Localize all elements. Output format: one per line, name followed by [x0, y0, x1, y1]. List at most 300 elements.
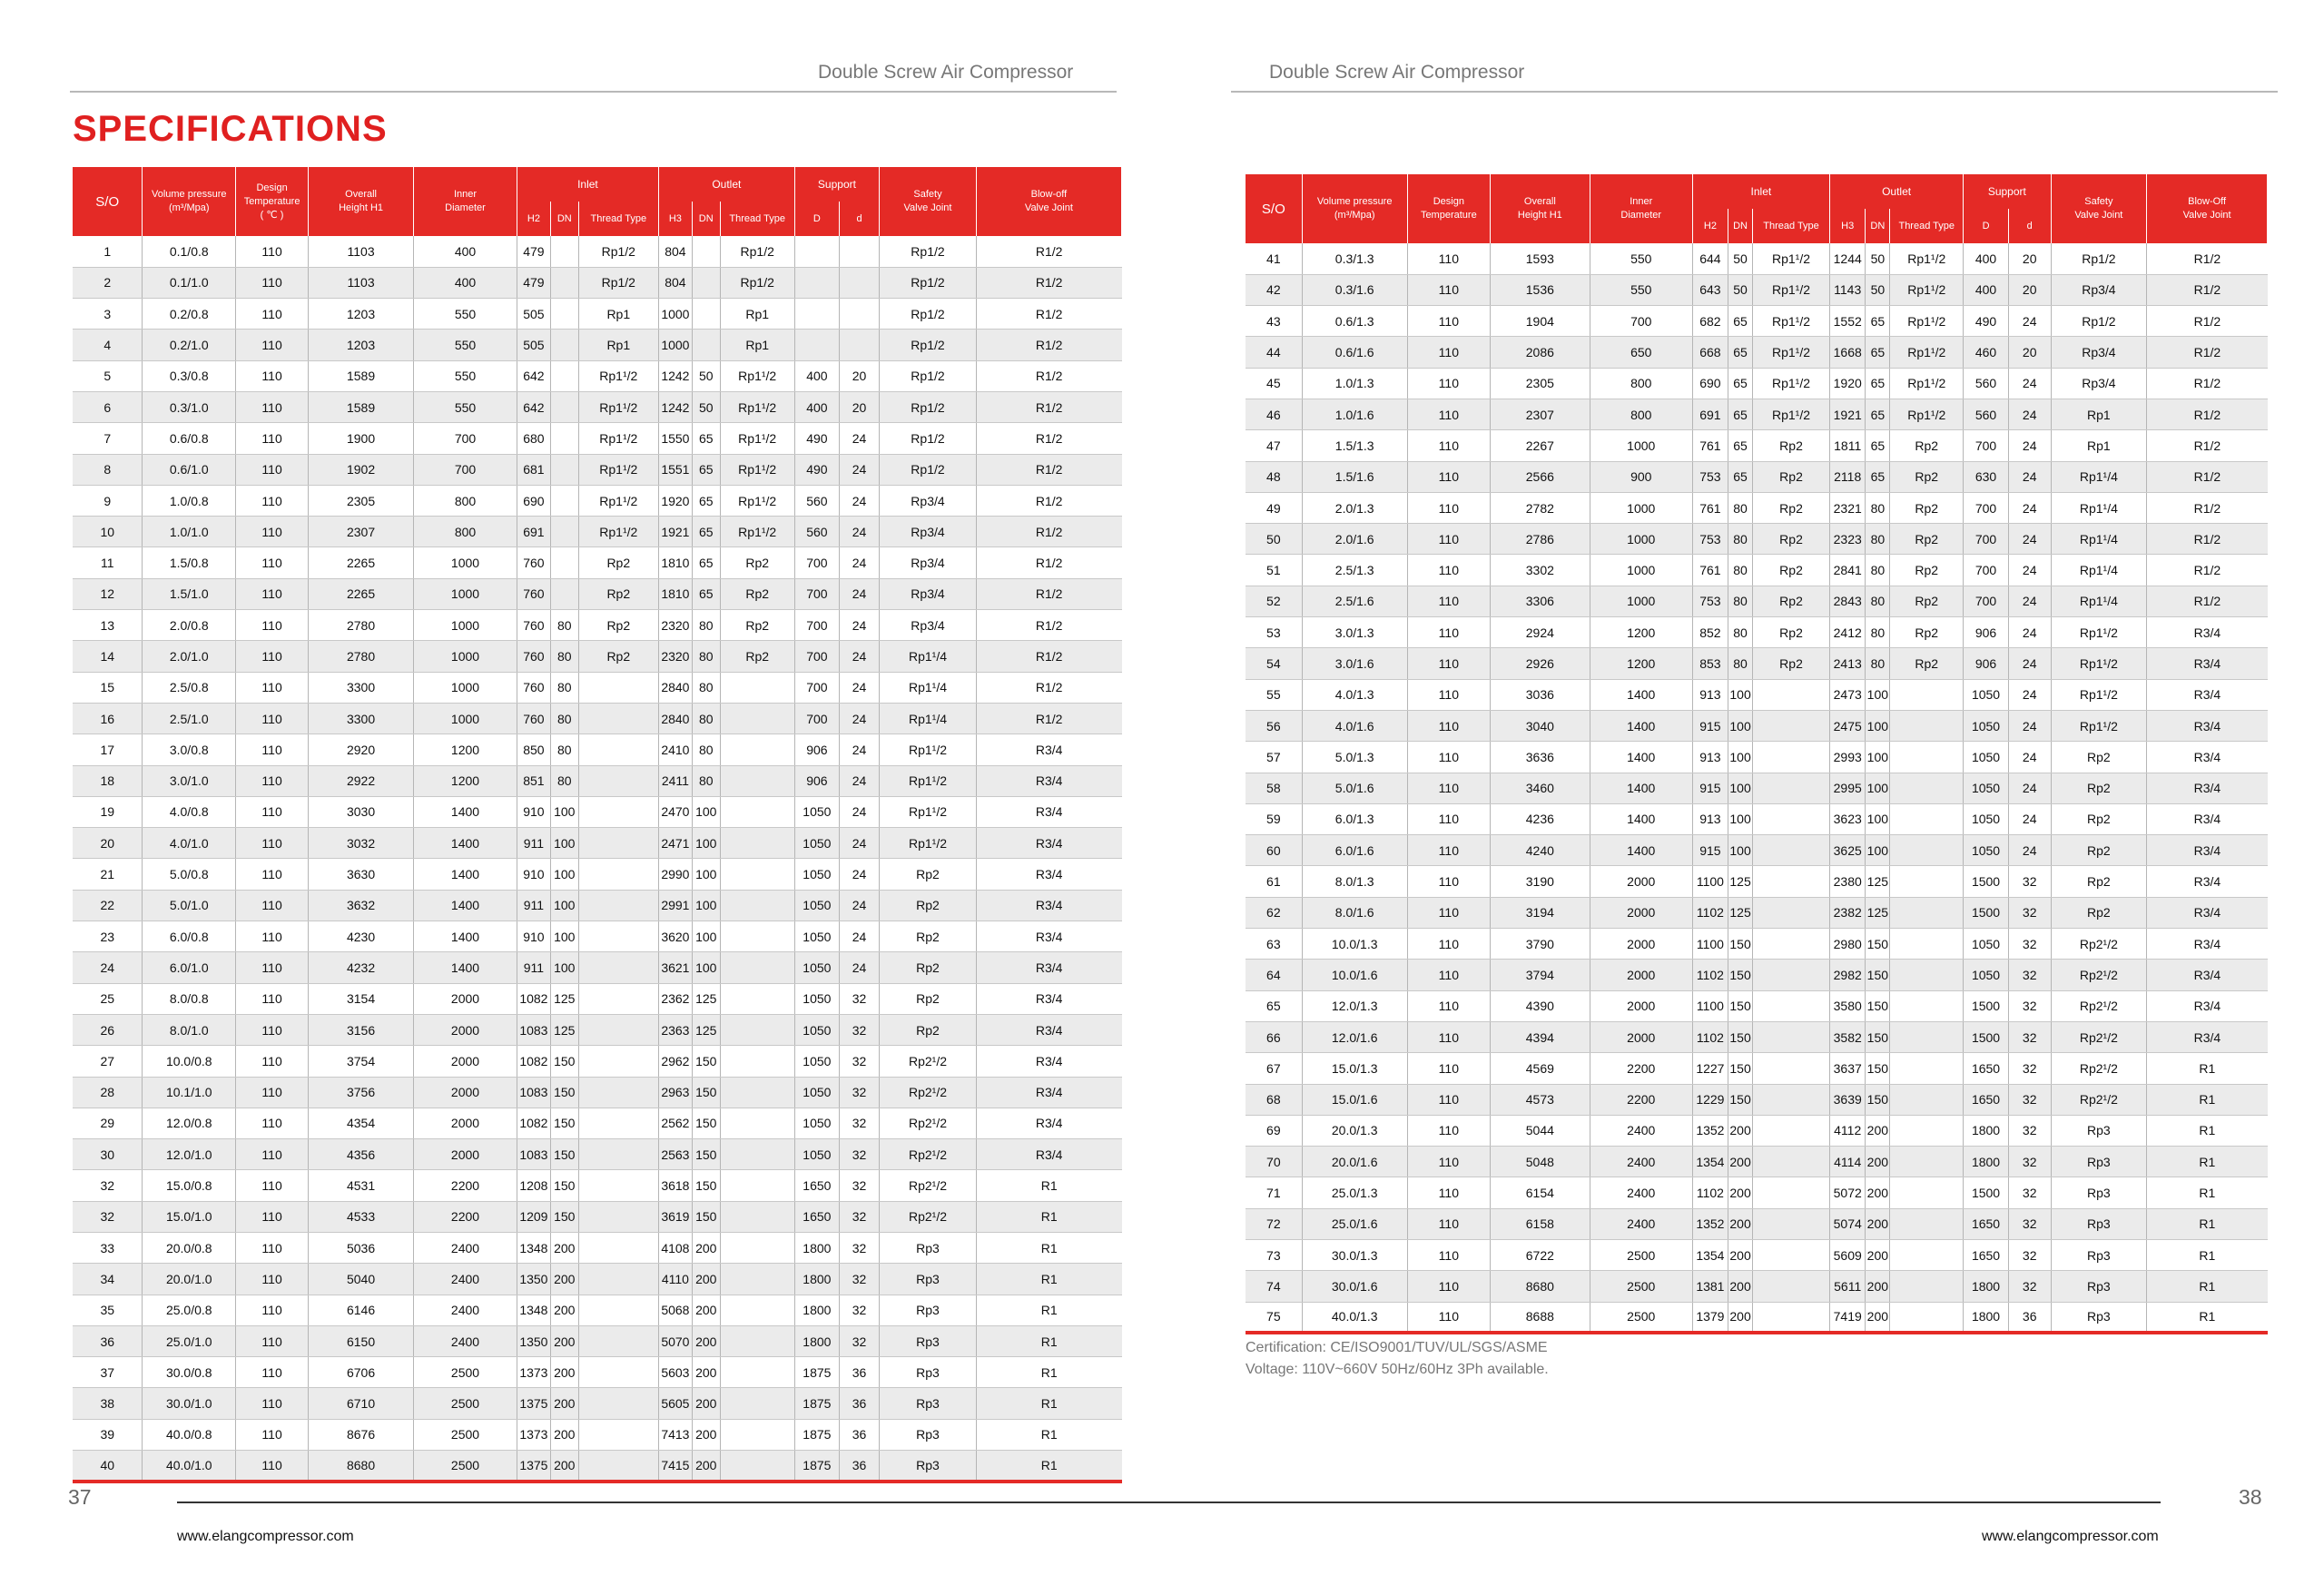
table-cell: 12.0/1.3 — [1302, 990, 1407, 1021]
table-cell: 650 — [1590, 337, 1692, 368]
table-cell: R1/2 — [2147, 430, 2268, 461]
table-cell: 150 — [550, 1170, 578, 1201]
table-cell: 15.0/0.8 — [143, 1170, 236, 1201]
table-cell: Rp1¹/2 — [2051, 679, 2147, 710]
table-cell: 2475 — [1830, 710, 1866, 741]
table-cell: Rp2¹/2 — [2051, 1021, 2147, 1052]
table-cell: R1/2 — [976, 578, 1121, 609]
table-cell: 65 — [692, 423, 720, 454]
table-row — [73, 641, 1122, 672]
table-cell: 5609 — [1830, 1240, 1866, 1271]
table-cell: 150 — [1728, 1021, 1753, 1052]
table-cell: 2843 — [1830, 586, 1866, 616]
table-cell: 1.0/1.6 — [1302, 399, 1407, 429]
table-cell: 1379 — [1692, 1302, 1728, 1333]
table-cell: 1800 — [794, 1295, 839, 1325]
table-cell: 2562 — [658, 1108, 692, 1138]
table-cell: Rp2¹/2 — [2051, 960, 2147, 990]
table-cell: R3/4 — [976, 890, 1121, 921]
table-cell: 150 — [1866, 990, 1890, 1021]
table-cell: 50 — [1246, 524, 1302, 555]
table-cell: 1811 — [1830, 430, 1866, 461]
table-cell: 2471 — [658, 828, 692, 859]
table-row — [73, 1264, 1122, 1295]
footer-rule — [177, 1501, 2161, 1503]
table-cell: 1000 — [658, 330, 692, 360]
table-cell: Rp2¹/2 — [880, 1139, 977, 1170]
table-row — [1246, 710, 2268, 741]
table-cell: 2410 — [658, 734, 692, 765]
table-cell: 2841 — [1830, 555, 1866, 586]
table-cell: 100 — [692, 921, 720, 952]
table-cell: 24 — [840, 672, 880, 703]
table-cell: 110 — [1407, 1021, 1490, 1052]
table-cell: 66 — [1246, 1021, 1302, 1052]
table-row — [1246, 897, 2268, 928]
table-cell: 110 — [1407, 337, 1490, 368]
table-cell: 2.0/0.8 — [143, 610, 236, 641]
table-cell: 100 — [550, 796, 578, 827]
table-cell: 20 — [2008, 243, 2051, 274]
table-cell: 6154 — [1490, 1177, 1590, 1208]
table-cell — [578, 1077, 658, 1108]
table-cell: 4.0/1.0 — [143, 828, 236, 859]
table-cell: 0.2/1.0 — [143, 330, 236, 360]
table-cell: 2320 — [658, 610, 692, 641]
table-cell: R1/2 — [2147, 337, 2268, 368]
table-cell: 2200 — [414, 1170, 517, 1201]
table-cell: 200 — [692, 1325, 720, 1356]
table-cell: 1050 — [794, 983, 839, 1014]
header-h2: H2 — [517, 202, 550, 236]
table-cell: 200 — [1728, 1240, 1753, 1271]
table-cell: 2 — [73, 267, 143, 298]
table-cell: 40.0/1.0 — [143, 1451, 236, 1482]
table-cell: R1 — [976, 1419, 1121, 1450]
table-cell: R3/4 — [976, 1139, 1121, 1170]
table-row — [73, 890, 1122, 921]
table-row — [1246, 399, 2268, 429]
table-cell: 80 — [1866, 555, 1890, 586]
header-dn: DN — [1866, 209, 1890, 243]
table-cell: Rp1 — [720, 330, 794, 360]
table-cell: 32 — [840, 1201, 880, 1232]
header-support-d: D — [1964, 209, 2009, 243]
table-row — [73, 1014, 1122, 1045]
table-row — [73, 952, 1122, 983]
table-cell: 400 — [1964, 243, 2009, 274]
table-cell: 1242 — [658, 391, 692, 422]
table-cell: 3190 — [1490, 866, 1590, 897]
table-cell — [720, 828, 794, 859]
left-page-header: Double Screw Air Compressor — [818, 62, 1074, 83]
table-cell — [720, 1357, 794, 1388]
table-cell: 110 — [236, 485, 309, 516]
table-cell: 200 — [1728, 1147, 1753, 1177]
table-cell: Rp1¹/2 — [1890, 337, 1964, 368]
table-cell: 150 — [1866, 1053, 1890, 1084]
table-cell: 4.0/1.6 — [1302, 710, 1407, 741]
table-cell: 65 — [1866, 461, 1890, 492]
table-cell: 2.0/1.3 — [1302, 492, 1407, 523]
table-cell: 2000 — [1590, 960, 1692, 990]
table-cell: 65 — [1728, 306, 1753, 337]
table-cell: Rp3 — [2051, 1302, 2147, 1333]
table-cell: 700 — [794, 672, 839, 703]
table-cell — [578, 1014, 658, 1045]
table-cell: 68 — [1246, 1084, 1302, 1115]
table-cell: 110 — [1407, 960, 1490, 990]
table-cell: 100 — [1866, 742, 1890, 773]
table-cell: R3/4 — [976, 1077, 1121, 1108]
table-cell: 668 — [1692, 337, 1728, 368]
table-cell — [1890, 929, 1964, 960]
table-cell: 1500 — [1964, 990, 2009, 1021]
table-cell: 110 — [236, 1233, 309, 1264]
table-cell: 200 — [550, 1357, 578, 1388]
table-cell: Rp1¹/4 — [880, 641, 977, 672]
table-cell — [720, 859, 794, 890]
table-cell: 906 — [1964, 617, 2009, 648]
table-cell: 150 — [692, 1139, 720, 1170]
table-cell: 1875 — [794, 1388, 839, 1419]
table-cell: 6.0/1.0 — [143, 952, 236, 983]
table-cell: 24 — [2008, 586, 2051, 616]
table-cell: 46 — [1246, 399, 1302, 429]
table-cell: 110 — [236, 983, 309, 1014]
table-cell: 761 — [1692, 430, 1728, 461]
table-cell: 18 — [73, 765, 143, 796]
table-cell: 24 — [2008, 306, 2051, 337]
table-cell: Rp1/2 — [578, 267, 658, 298]
table-cell — [720, 1419, 794, 1450]
table-cell: 1352 — [1692, 1115, 1728, 1146]
table-cell: 3630 — [309, 859, 414, 890]
table-cell: 24 — [2008, 803, 2051, 834]
table-cell: 1650 — [1964, 1240, 2009, 1271]
header-dn: DN — [692, 202, 720, 236]
table-cell: 1203 — [309, 330, 414, 360]
table-cell: 110 — [1407, 306, 1490, 337]
table-cell: 1102 — [1692, 897, 1728, 928]
header-so: S/O — [1246, 174, 1302, 243]
table-cell: 25 — [73, 983, 143, 1014]
table-cell — [550, 236, 578, 267]
table-cell: 2840 — [658, 672, 692, 703]
table-cell — [1753, 1084, 1830, 1115]
table-cell: 0.6/0.8 — [143, 423, 236, 454]
table-row — [1246, 835, 2268, 866]
table-cell: R1/2 — [976, 423, 1121, 454]
table-cell: 80 — [550, 703, 578, 734]
table-cell — [550, 517, 578, 547]
table-cell: 700 — [794, 610, 839, 641]
header-inlet: Inlet — [517, 167, 658, 202]
table-cell: 1050 — [1964, 742, 2009, 773]
table-row — [1246, 306, 2268, 337]
table-cell: 20 — [2008, 337, 2051, 368]
table-cell: 100 — [1728, 742, 1753, 773]
table-cell — [1753, 1271, 1830, 1302]
table-cell: 36 — [2008, 1302, 2051, 1333]
table-cell: 5044 — [1490, 1115, 1590, 1146]
table-cell: 8.0/1.6 — [1302, 897, 1407, 928]
left-header-rule — [70, 91, 1117, 93]
header-safety-valve: Safety Valve Joint — [2051, 174, 2147, 243]
table-cell: 110 — [1407, 1084, 1490, 1115]
table-cell — [578, 703, 658, 734]
table-cell: 1050 — [794, 1014, 839, 1045]
table-cell: Rp1 — [578, 299, 658, 330]
table-cell: 32 — [2008, 1115, 2051, 1146]
table-cell: 110 — [236, 423, 309, 454]
table-cell: 2782 — [1490, 492, 1590, 523]
table-cell: 1000 — [1590, 492, 1692, 523]
table-cell: 700 — [414, 423, 517, 454]
table-cell: 0.2/0.8 — [143, 299, 236, 330]
table-cell: Rp1¹/2 — [880, 734, 977, 765]
website-link-right[interactable]: www.elangcompressor.com — [1982, 1529, 2159, 1544]
certification-note: Certification: CE/ISO9001/TUV/UL/SGS/ASME — [1246, 1340, 1548, 1355]
table-cell: 6710 — [309, 1388, 414, 1419]
table-cell: 44 — [1246, 337, 1302, 368]
table-cell: 1050 — [1964, 929, 2009, 960]
table-cell: 550 — [1590, 243, 1692, 274]
table-cell: Rp2 — [1890, 461, 1964, 492]
table-cell: 200 — [1728, 1302, 1753, 1333]
table-cell: 200 — [692, 1295, 720, 1325]
table-cell: 24 — [2008, 430, 2051, 461]
table-cell: Rp1¹/2 — [2051, 648, 2147, 679]
table-cell: 479 — [517, 267, 550, 298]
table-cell: 69 — [1246, 1115, 1302, 1146]
table-cell — [720, 734, 794, 765]
table-cell: Rp1/2 — [2051, 306, 2147, 337]
website-link-left[interactable]: www.elangcompressor.com — [177, 1529, 354, 1544]
table-cell: Rp1/2 — [880, 299, 977, 330]
table-cell: Rp1¹/2 — [1753, 368, 1830, 399]
table-cell: 8.0/1.0 — [143, 1014, 236, 1045]
table-cell: 30.0/1.3 — [1302, 1240, 1407, 1271]
table-cell: 100 — [1728, 835, 1753, 866]
table-cell — [692, 330, 720, 360]
spec-table-right — [1246, 174, 2268, 1334]
table-row — [1246, 1115, 2268, 1146]
table-cell: 32 — [2008, 1147, 2051, 1177]
table-cell: R1/2 — [2147, 306, 2268, 337]
table-cell: 110 — [1407, 742, 1490, 773]
table-cell: 1050 — [794, 796, 839, 827]
table-cell: 4.0/0.8 — [143, 796, 236, 827]
table-cell: 2000 — [1590, 897, 1692, 928]
table-cell — [1753, 897, 1830, 928]
table-cell: 110 — [236, 267, 309, 298]
table-cell: 36 — [840, 1357, 880, 1388]
table-cell — [720, 1388, 794, 1419]
table-cell: 3639 — [1830, 1084, 1866, 1115]
table-row — [1246, 1084, 2268, 1115]
table-cell: 1.0/0.8 — [143, 485, 236, 516]
table-cell: 2000 — [1590, 990, 1692, 1021]
table-cell: 2400 — [414, 1233, 517, 1264]
table-cell: 110 — [236, 1419, 309, 1450]
table-cell: 4110 — [658, 1264, 692, 1295]
table-cell: 24 — [840, 517, 880, 547]
table-cell — [1753, 710, 1830, 741]
table-cell: 2995 — [1830, 773, 1866, 803]
table-cell: 32 — [2008, 960, 2051, 990]
table-cell: R3/4 — [2147, 742, 2268, 773]
table-row — [1246, 1208, 2268, 1239]
table-cell — [1753, 835, 1830, 866]
table-cell: 6.0/0.8 — [143, 921, 236, 952]
table-cell: 100 — [1728, 803, 1753, 834]
table-cell: 65 — [692, 517, 720, 547]
table-cell: Rp1¹/4 — [2051, 524, 2147, 555]
table-cell: Rp3 — [880, 1357, 977, 1388]
table-cell — [840, 330, 880, 360]
table-cell: 5072 — [1830, 1177, 1866, 1208]
table-cell: 24 — [2008, 835, 2051, 866]
table-row — [1246, 555, 2268, 586]
table-cell: 110 — [1407, 679, 1490, 710]
table-cell — [578, 1357, 658, 1388]
table-cell: Rp3/4 — [880, 517, 977, 547]
table-cell: R1 — [976, 1201, 1121, 1232]
table-cell: 49 — [1246, 492, 1302, 523]
table-cell — [720, 1170, 794, 1201]
table-cell: 1668 — [1830, 337, 1866, 368]
table-cell: 62 — [1246, 897, 1302, 928]
table-cell: 760 — [517, 578, 550, 609]
table-cell: R3/4 — [976, 796, 1121, 827]
table-cell: 700 — [794, 703, 839, 734]
table-cell: 4573 — [1490, 1084, 1590, 1115]
table-cell: Rp2 — [2051, 835, 2147, 866]
table-cell: 100 — [1866, 773, 1890, 803]
table-cell: Rp1¹/2 — [1890, 306, 1964, 337]
table-cell: R3/4 — [2147, 679, 2268, 710]
header-h3: H3 — [1830, 209, 1866, 243]
table-cell: Rp1¹/2 — [1890, 243, 1964, 274]
table-cell — [1753, 1177, 1830, 1208]
table-cell — [550, 485, 578, 516]
table-cell: 55 — [1246, 679, 1302, 710]
table-cell: 852 — [1692, 617, 1728, 648]
table-cell: Rp2 — [720, 547, 794, 578]
table-cell: 65 — [1728, 430, 1753, 461]
table-cell — [578, 1295, 658, 1325]
table-cell: 1227 — [1692, 1053, 1728, 1084]
table-cell — [1890, 1053, 1964, 1084]
table-cell: 1050 — [794, 1108, 839, 1138]
table-cell: 2.5/1.6 — [1302, 586, 1407, 616]
table-cell: 32 — [2008, 1240, 2051, 1271]
table-cell: 400 — [794, 391, 839, 422]
table-cell: 2400 — [1590, 1115, 1692, 1146]
table-cell: 700 — [1964, 586, 2009, 616]
table-cell: 1100 — [1692, 866, 1728, 897]
table-cell: 1000 — [1590, 524, 1692, 555]
table-row — [1246, 773, 2268, 803]
table-row — [73, 1419, 1122, 1450]
table-cell: 150 — [692, 1201, 720, 1232]
table-cell: 0.6/1.0 — [143, 454, 236, 485]
table-cell: Rp2 — [1753, 430, 1830, 461]
table-cell: Rp3 — [880, 1325, 977, 1356]
table-cell: 110 — [236, 796, 309, 827]
table-cell: 2470 — [658, 796, 692, 827]
table-cell: 1 — [73, 236, 143, 267]
table-cell: 24 — [2008, 773, 2051, 803]
table-cell: 1348 — [517, 1295, 550, 1325]
table-cell — [1890, 710, 1964, 741]
table-cell: 682 — [1692, 306, 1728, 337]
table-cell: 200 — [1728, 1271, 1753, 1302]
table-cell: Rp1¹/2 — [1890, 274, 1964, 305]
table-cell: 1083 — [517, 1077, 550, 1108]
table-cell: 9 — [73, 485, 143, 516]
table-cell: Rp2 — [2051, 773, 2147, 803]
table-cell: 200 — [1866, 1240, 1890, 1271]
table-cell: 1375 — [517, 1451, 550, 1482]
table-cell: 853 — [1692, 648, 1728, 679]
table-cell: 2320 — [658, 641, 692, 672]
table-cell: 150 — [1728, 1053, 1753, 1084]
table-cell: 65 — [692, 454, 720, 485]
table-cell: 23 — [73, 921, 143, 952]
table-cell: 1082 — [517, 1108, 550, 1138]
table-cell: 550 — [414, 330, 517, 360]
table-cell: 2400 — [414, 1264, 517, 1295]
header-inner-diameter: Inner Diameter — [414, 167, 517, 236]
table-row — [73, 1201, 1122, 1232]
table-cell: 80 — [1866, 586, 1890, 616]
table-cell: 24 — [2008, 617, 2051, 648]
table-cell — [1890, 773, 1964, 803]
table-cell: 150 — [692, 1046, 720, 1077]
table-cell: 3619 — [658, 1201, 692, 1232]
table-cell: Rp2 — [880, 952, 977, 983]
header-blowoff-valve: Blow-off Valve Joint — [976, 167, 1121, 236]
table-cell: 2265 — [309, 578, 414, 609]
header-support: Support — [794, 167, 879, 202]
table-cell — [1890, 960, 1964, 990]
table-row — [1246, 1302, 2268, 1333]
table-cell: 3621 — [658, 952, 692, 983]
table-cell: 700 — [794, 578, 839, 609]
table-row — [1246, 368, 2268, 399]
table-cell: 1050 — [1964, 679, 2009, 710]
table-cell: 3.0/1.6 — [1302, 648, 1407, 679]
table-cell: 150 — [1866, 929, 1890, 960]
table-cell — [720, 1295, 794, 1325]
table-cell: 700 — [1964, 430, 2009, 461]
table-cell: 110 — [236, 236, 309, 267]
table-cell: R1/2 — [976, 641, 1121, 672]
table-cell: 4 — [73, 330, 143, 360]
table-cell: 0.1/1.0 — [143, 267, 236, 298]
table-row — [1246, 337, 2268, 368]
table-cell: 32 — [840, 1108, 880, 1138]
table-cell: R1 — [2147, 1177, 2268, 1208]
table-cell: 644 — [1692, 243, 1728, 274]
table-cell: Rp3/4 — [880, 547, 977, 578]
table-cell: 2362 — [658, 983, 692, 1014]
table-cell: 16 — [73, 703, 143, 734]
table-cell: 110 — [236, 299, 309, 330]
table-cell — [840, 299, 880, 330]
